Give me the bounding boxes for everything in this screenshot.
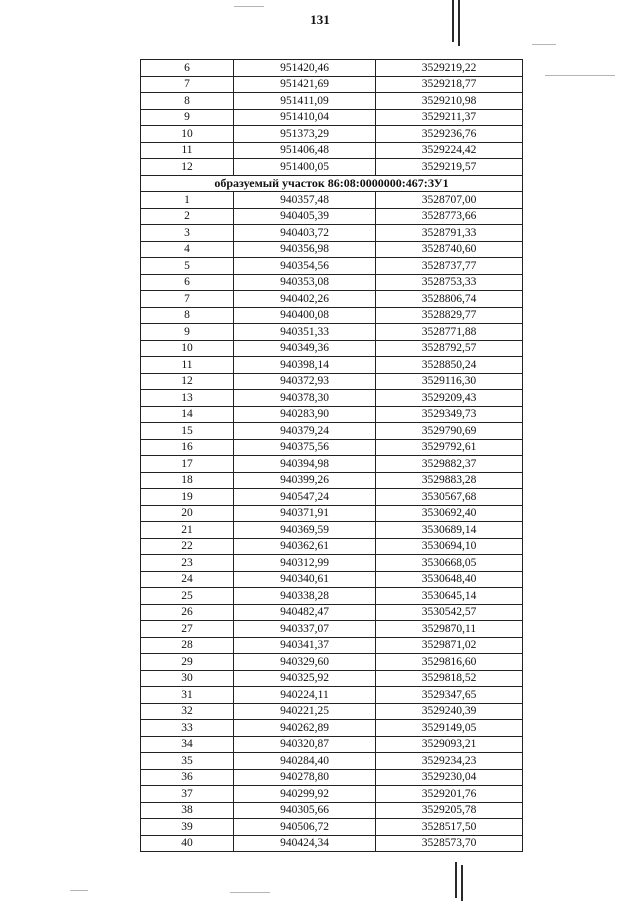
x-coordinate-cell: 940506,72 xyxy=(234,819,376,836)
x-coordinate-cell: 951410,04 xyxy=(234,109,376,126)
y-coordinate-cell: 3528806,74 xyxy=(376,291,523,308)
y-coordinate-cell: 3530648,40 xyxy=(376,571,523,588)
y-coordinate-cell: 3529219,22 xyxy=(376,60,523,77)
point-number-cell: 24 xyxy=(141,571,234,588)
y-coordinate-cell: 3528753,33 xyxy=(376,274,523,291)
table-row xyxy=(141,340,523,357)
x-coordinate-cell: 940371,91 xyxy=(234,505,376,522)
y-coordinate-cell: 3530542,57 xyxy=(376,604,523,621)
table-row xyxy=(141,654,523,671)
point-number-cell: 39 xyxy=(141,819,234,836)
point-number-cell: 12 xyxy=(141,159,234,176)
point-number-cell: 14 xyxy=(141,406,234,423)
y-coordinate-cell: 3528773,66 xyxy=(376,208,523,225)
rows-after-section xyxy=(141,192,523,852)
point-number-cell: 8 xyxy=(141,307,234,324)
point-number-cell: 33 xyxy=(141,720,234,737)
y-coordinate-cell: 3530692,40 xyxy=(376,505,523,522)
y-coordinate-cell: 3528829,77 xyxy=(376,307,523,324)
y-coordinate-cell: 3529792,61 xyxy=(376,439,523,456)
table-row xyxy=(141,786,523,803)
x-coordinate-cell: 940312,99 xyxy=(234,555,376,572)
section-title: образуемый участок 86:08:0000000:467:ЗУ1 xyxy=(141,175,523,192)
table-row xyxy=(141,390,523,407)
y-coordinate-cell: 3529883,28 xyxy=(376,472,523,489)
table-row xyxy=(141,423,523,440)
table-row xyxy=(141,324,523,341)
x-coordinate-cell: 940403,72 xyxy=(234,225,376,242)
y-coordinate-cell: 3529218,77 xyxy=(376,76,523,93)
point-number-cell: 22 xyxy=(141,538,234,555)
table-row xyxy=(141,307,523,324)
table-row xyxy=(141,588,523,605)
y-coordinate-cell: 3529093,21 xyxy=(376,736,523,753)
y-coordinate-cell: 3529149,05 xyxy=(376,720,523,737)
point-number-cell: 11 xyxy=(141,142,234,159)
table-row xyxy=(141,637,523,654)
y-coordinate-cell: 3529219,57 xyxy=(376,159,523,176)
point-number-cell: 13 xyxy=(141,390,234,407)
section-header xyxy=(141,175,523,192)
y-coordinate-cell: 3529116,30 xyxy=(376,373,523,390)
x-coordinate-cell: 951400,05 xyxy=(234,159,376,176)
point-number-cell: 31 xyxy=(141,687,234,704)
table-row xyxy=(141,159,523,176)
table-row xyxy=(141,687,523,704)
table-row xyxy=(141,555,523,572)
x-coordinate-cell: 940224,11 xyxy=(234,687,376,704)
x-coordinate-cell: 940398,14 xyxy=(234,357,376,374)
y-coordinate-cell: 3529234,23 xyxy=(376,753,523,770)
x-coordinate-cell: 951373,29 xyxy=(234,126,376,143)
x-coordinate-cell: 951411,09 xyxy=(234,93,376,110)
y-coordinate-cell: 3528771,88 xyxy=(376,324,523,341)
x-coordinate-cell: 940547,24 xyxy=(234,489,376,506)
point-number-cell: 36 xyxy=(141,769,234,786)
table-row xyxy=(141,736,523,753)
table-row xyxy=(141,142,523,159)
y-coordinate-cell: 3528791,33 xyxy=(376,225,523,242)
x-coordinate-cell: 940349,36 xyxy=(234,340,376,357)
table-row xyxy=(141,373,523,390)
scan-speck xyxy=(234,6,264,7)
table-row xyxy=(141,241,523,258)
point-number-cell: 4 xyxy=(141,241,234,258)
y-coordinate-cell: 3529205,78 xyxy=(376,802,523,819)
point-number-cell: 9 xyxy=(141,324,234,341)
point-number-cell: 1 xyxy=(141,192,234,209)
y-coordinate-cell: 3529230,04 xyxy=(376,769,523,786)
x-coordinate-cell: 940402,26 xyxy=(234,291,376,308)
y-coordinate-cell: 3530689,14 xyxy=(376,522,523,539)
x-coordinate-cell: 951406,48 xyxy=(234,142,376,159)
x-coordinate-cell: 940341,37 xyxy=(234,637,376,654)
x-coordinate-cell: 940278,80 xyxy=(234,769,376,786)
table-row xyxy=(141,439,523,456)
table-row xyxy=(141,456,523,473)
y-coordinate-cell: 3528792,57 xyxy=(376,340,523,357)
table-row xyxy=(141,670,523,687)
y-coordinate-cell: 3528517,50 xyxy=(376,819,523,836)
x-coordinate-cell: 940372,93 xyxy=(234,373,376,390)
point-number-cell: 11 xyxy=(141,357,234,374)
point-number-cell: 16 xyxy=(141,439,234,456)
x-coordinate-cell: 940482,47 xyxy=(234,604,376,621)
y-coordinate-cell: 3529224,42 xyxy=(376,142,523,159)
x-coordinate-cell: 940356,98 xyxy=(234,241,376,258)
x-coordinate-cell: 940378,30 xyxy=(234,390,376,407)
point-number-cell: 5 xyxy=(141,258,234,275)
x-coordinate-cell: 951420,46 xyxy=(234,60,376,77)
table-row xyxy=(141,835,523,852)
table-row xyxy=(141,406,523,423)
point-number-cell: 7 xyxy=(141,291,234,308)
y-coordinate-cell: 3528850,24 xyxy=(376,357,523,374)
point-number-cell: 10 xyxy=(141,126,234,143)
y-coordinate-cell: 3529201,76 xyxy=(376,786,523,803)
x-coordinate-cell: 940424,34 xyxy=(234,835,376,852)
point-number-cell: 3 xyxy=(141,225,234,242)
table-row xyxy=(141,703,523,720)
point-number-cell: 6 xyxy=(141,274,234,291)
point-number-cell: 37 xyxy=(141,786,234,803)
page-number: 131 xyxy=(310,12,330,27)
x-coordinate-cell: 940283,90 xyxy=(234,406,376,423)
table-row xyxy=(141,538,523,555)
point-number-cell: 18 xyxy=(141,472,234,489)
point-number-cell: 32 xyxy=(141,703,234,720)
x-coordinate-cell: 940262,89 xyxy=(234,720,376,737)
section-title-row xyxy=(141,175,523,192)
y-coordinate-cell: 3529816,60 xyxy=(376,654,523,671)
x-coordinate-cell: 940284,40 xyxy=(234,753,376,770)
table-row xyxy=(141,60,523,77)
point-number-cell: 29 xyxy=(141,654,234,671)
rows-before-section xyxy=(141,60,523,176)
point-number-cell: 6 xyxy=(141,60,234,77)
point-number-cell: 34 xyxy=(141,736,234,753)
x-coordinate-cell: 940369,59 xyxy=(234,522,376,539)
point-number-cell: 19 xyxy=(141,489,234,506)
point-number-cell: 21 xyxy=(141,522,234,539)
x-coordinate-cell: 940357,48 xyxy=(234,192,376,209)
x-coordinate-cell: 940340,61 xyxy=(234,571,376,588)
binding-mark-top-left xyxy=(452,0,454,42)
point-number-cell: 10 xyxy=(141,340,234,357)
table-row xyxy=(141,225,523,242)
point-number-cell: 12 xyxy=(141,373,234,390)
point-number-cell: 38 xyxy=(141,802,234,819)
binding-mark-bottom-left xyxy=(455,862,457,898)
y-coordinate-cell: 3530567,68 xyxy=(376,489,523,506)
coordinates-table xyxy=(140,59,523,852)
y-coordinate-cell: 3529790,69 xyxy=(376,423,523,440)
x-coordinate-cell: 940375,56 xyxy=(234,439,376,456)
table-row xyxy=(141,489,523,506)
point-number-cell: 25 xyxy=(141,588,234,605)
y-coordinate-cell: 3529211,37 xyxy=(376,109,523,126)
x-coordinate-cell: 940353,08 xyxy=(234,274,376,291)
table-row xyxy=(141,753,523,770)
table-row xyxy=(141,802,523,819)
y-coordinate-cell: 3528573,70 xyxy=(376,835,523,852)
point-number-cell: 9 xyxy=(141,109,234,126)
point-number-cell: 30 xyxy=(141,670,234,687)
x-coordinate-cell: 940305,66 xyxy=(234,802,376,819)
x-coordinate-cell: 940338,28 xyxy=(234,588,376,605)
y-coordinate-cell: 3528707,00 xyxy=(376,192,523,209)
table-row xyxy=(141,819,523,836)
x-coordinate-cell: 940337,07 xyxy=(234,621,376,638)
scan-speck xyxy=(545,75,615,76)
x-coordinate-cell: 940325,92 xyxy=(234,670,376,687)
table-row xyxy=(141,208,523,225)
y-coordinate-cell: 3529882,37 xyxy=(376,456,523,473)
y-coordinate-cell: 3530694,10 xyxy=(376,538,523,555)
point-number-cell: 28 xyxy=(141,637,234,654)
point-number-cell: 7 xyxy=(141,76,234,93)
y-coordinate-cell: 3529210,98 xyxy=(376,93,523,110)
x-coordinate-cell: 940329,60 xyxy=(234,654,376,671)
y-coordinate-cell: 3530645,14 xyxy=(376,588,523,605)
table-row xyxy=(141,720,523,737)
table-row xyxy=(141,93,523,110)
y-coordinate-cell: 3529349,73 xyxy=(376,406,523,423)
y-coordinate-cell: 3529347,65 xyxy=(376,687,523,704)
binding-mark-bottom-right xyxy=(461,865,463,901)
x-coordinate-cell: 951421,69 xyxy=(234,76,376,93)
point-number-cell: 20 xyxy=(141,505,234,522)
point-number-cell: 8 xyxy=(141,93,234,110)
x-coordinate-cell: 940299,92 xyxy=(234,786,376,803)
y-coordinate-cell: 3529871,02 xyxy=(376,637,523,654)
y-coordinate-cell: 3529209,43 xyxy=(376,390,523,407)
x-coordinate-cell: 940379,24 xyxy=(234,423,376,440)
table-row xyxy=(141,769,523,786)
table-row xyxy=(141,621,523,638)
scan-speck xyxy=(70,890,88,891)
x-coordinate-cell: 940394,98 xyxy=(234,456,376,473)
table-row xyxy=(141,258,523,275)
scan-speck xyxy=(532,44,556,45)
x-coordinate-cell: 940405,39 xyxy=(234,208,376,225)
point-number-cell: 27 xyxy=(141,621,234,638)
x-coordinate-cell: 940362,61 xyxy=(234,538,376,555)
table-row xyxy=(141,274,523,291)
y-coordinate-cell: 3529240,39 xyxy=(376,703,523,720)
table-row xyxy=(141,192,523,209)
x-coordinate-cell: 940221,25 xyxy=(234,703,376,720)
y-coordinate-cell: 3529870,11 xyxy=(376,621,523,638)
x-coordinate-cell: 940320,87 xyxy=(234,736,376,753)
table-row xyxy=(141,109,523,126)
point-number-cell: 17 xyxy=(141,456,234,473)
y-coordinate-cell: 3529236,76 xyxy=(376,126,523,143)
table-row xyxy=(141,126,523,143)
table-row xyxy=(141,472,523,489)
table-row xyxy=(141,357,523,374)
table-row xyxy=(141,76,523,93)
point-number-cell: 23 xyxy=(141,555,234,572)
y-coordinate-cell: 3529818,52 xyxy=(376,670,523,687)
point-number-cell: 2 xyxy=(141,208,234,225)
table-row xyxy=(141,505,523,522)
table-row xyxy=(141,291,523,308)
table-row xyxy=(141,571,523,588)
point-number-cell: 35 xyxy=(141,753,234,770)
y-coordinate-cell: 3530668,05 xyxy=(376,555,523,572)
table-row xyxy=(141,604,523,621)
x-coordinate-cell: 940400,08 xyxy=(234,307,376,324)
x-coordinate-cell: 940354,56 xyxy=(234,258,376,275)
scan-speck xyxy=(230,892,270,893)
y-coordinate-cell: 3528737,77 xyxy=(376,258,523,275)
y-coordinate-cell: 3528740,60 xyxy=(376,241,523,258)
x-coordinate-cell: 940351,33 xyxy=(234,324,376,341)
x-coordinate-cell: 940399,26 xyxy=(234,472,376,489)
table-row xyxy=(141,522,523,539)
point-number-cell: 15 xyxy=(141,423,234,440)
point-number-cell: 26 xyxy=(141,604,234,621)
point-number-cell: 40 xyxy=(141,835,234,852)
binding-mark-top-right xyxy=(458,0,460,46)
